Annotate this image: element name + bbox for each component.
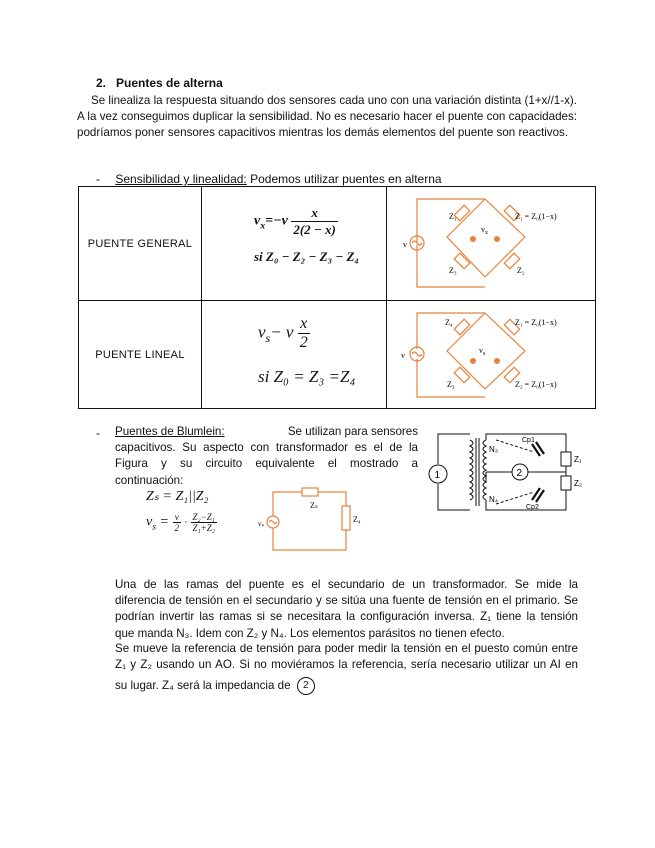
circled-2-icon: 2: [297, 677, 315, 695]
z-top-label: Zₛ: [310, 501, 318, 510]
n3-label: N₃: [489, 445, 499, 454]
eq-zs: Zₛ = Z₁||Z₂: [146, 489, 209, 504]
source-label: v: [401, 351, 405, 360]
z-bottom-right: Z₂: [517, 266, 525, 275]
formula-line1: $v_s- v$ $\frac{x}{2}$: [258, 315, 308, 351]
section-heading: [96, 76, 223, 90]
section-number: 2.: [96, 76, 107, 90]
cp2-label: Cp2: [526, 504, 539, 511]
bullet-sensibilidad-text: Podemos utilizar puentes en alterna: [246, 172, 442, 186]
row-name: PUENTE GENERAL: [79, 187, 202, 301]
z-top-right: Z₁ = Z₀(1−x): [515, 318, 557, 327]
source-label: 1: [434, 470, 441, 481]
bullet-blumlein-title: Puentes de Blumlein:: [115, 425, 225, 438]
z-bottom-right: Z₂ = Z₀(1−x): [515, 380, 557, 389]
bullet-sensibilidad: - Sensibilidad y linealidad: Podemos utilizar puentes en alterna: [96, 172, 442, 186]
bullet-sensibilidad-title: Sensibilidad y linealidad:: [115, 172, 247, 186]
cp1-label: Cp1: [522, 437, 535, 444]
z1-label: Z₁: [574, 455, 582, 464]
section-title: Puentes de alterna: [116, 76, 223, 90]
z-bottom-left: Z₃: [447, 380, 455, 389]
body-paragraph-1: Una de las ramas del puente es el secundario de un transformador. Se mide la diferencia de tensión en el secundario y se sitúa una fuente de tensión en el primario. Se podrían invertir las ramas si se necesitara la configuración inversa. Z₁ tiene la tensión que manda N₃. Idem con Z₂ y N₄. Los elementos parásitos no tienen efecto.: [115, 578, 578, 640]
circuit-cell: [387, 187, 596, 301]
transformer-bridge-figure: [426, 430, 584, 516]
n4-label: N₄: [489, 495, 499, 504]
output-label: $v_s$: [479, 346, 486, 357]
row-name: PUENTE LINEAL: [79, 301, 202, 409]
z-bottom-left: Z₃: [449, 266, 457, 275]
circuit-cell: [387, 301, 596, 409]
bridge-general-circuit: [387, 187, 595, 299]
formula-line2: si Z₀ − Z₂ − Z₃ − Z₄: [254, 249, 359, 264]
formula-line1: $v_x=-v$ $\frac{x}{2(2 - x)}$: [254, 205, 336, 237]
table-row: [79, 301, 596, 409]
table-row: [79, 187, 596, 301]
source-label: v: [403, 240, 407, 249]
eq-vs: $v_s$ = $\frac{v}{2}$ · $\frac{\text{Z₂−Z₁}}{\text{Z₁+Z₂}}$: [146, 512, 215, 533]
bridges-table: [78, 186, 596, 409]
formula-line2: si Z₀ = Z₃ =Z₄: [258, 367, 356, 386]
intro-paragraph: Se linealiza la respuesta situando dos sensores cada uno con una variación distinta (1+x//1-x). A la vez conseguimos duplicar la sensibilidad. No es necesario hacer el puente con capacidades: podríamos poner sensores capacitivos mientras los demás elementos del puente son reactivos.: [77, 94, 577, 140]
formula-cell: [202, 301, 387, 409]
equivalent-circuit: [258, 486, 368, 556]
bullet-blumlein-dash: -: [96, 426, 100, 440]
z-top-left: Z₁: [449, 212, 457, 221]
z-right-label: Z₄: [353, 515, 361, 524]
bullet-blumlein-text: Puentes de Blumlein: Se utilizan para sensores capacitivos. Su aspecto con transformador es el de la Figura y su circuito equivalente el mostrado a continuación:: [115, 425, 418, 487]
z-top-right: Z₁ = Z₀(1−x): [515, 212, 557, 221]
source-label: vₛ: [258, 520, 265, 528]
bridge-linear-circuit: [387, 301, 595, 407]
body-paragraph-2: Se mueve la referencia de tensión para poder medir la tensión en el puesto común entre Z₁ y Z₂ usando un AO. Si no moviéramos la referencia, sería necesario utilizar un AI en su lugar. Z₄ será la impedancia de 2: [115, 641, 578, 695]
formula-cell: [202, 187, 387, 301]
meter-label: 2: [516, 468, 523, 479]
z-top-left: Z₄: [445, 318, 453, 327]
z2-label: Z₂: [574, 479, 582, 488]
output-label: $v_x$: [481, 225, 488, 236]
